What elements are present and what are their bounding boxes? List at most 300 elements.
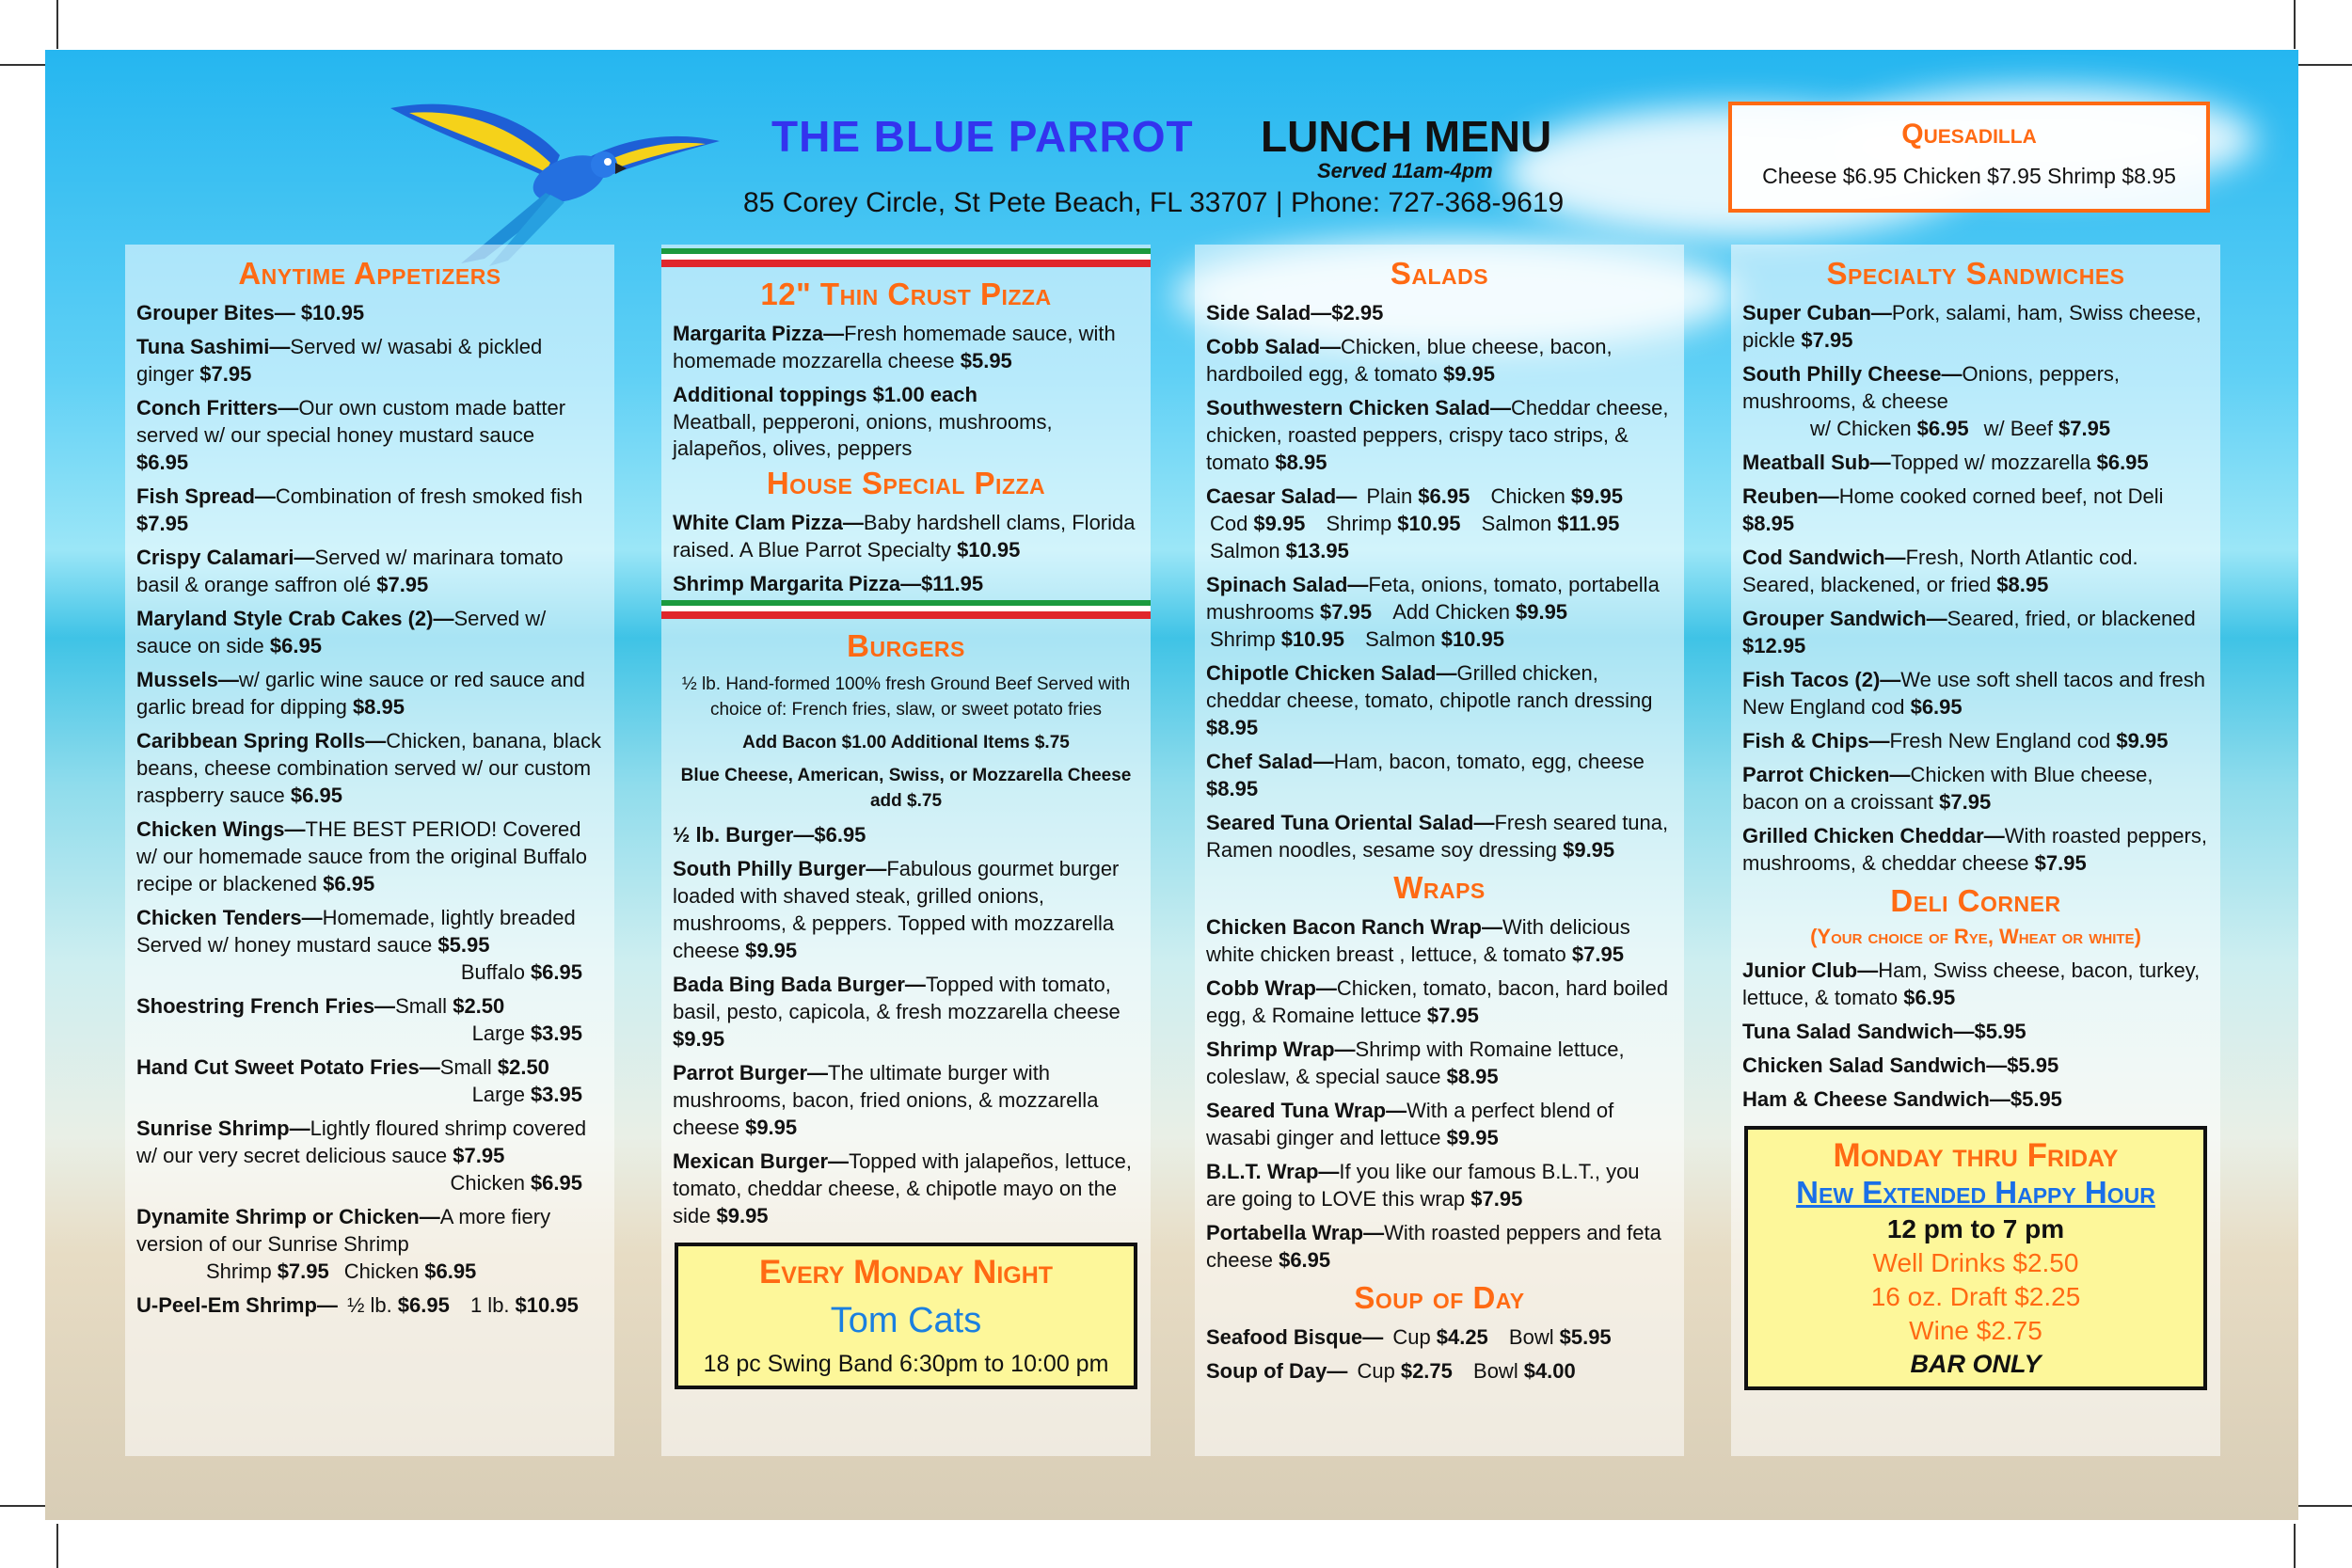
promo-line: 18 pc Swing Band 6:30pm to 10:00 pm [703, 1351, 1109, 1377]
item-name: White Clam Pizza— [673, 511, 864, 534]
promo-line: 12 pm to 7 pm [1886, 1214, 2065, 1243]
item-name: U-Peel-Em Shrimp— [136, 1293, 338, 1317]
item-price: $7.95 [453, 1144, 505, 1167]
menu-item [1206, 483, 1673, 564]
item-name: Shoestring French Fries— [136, 994, 396, 1018]
price-option [745, 1114, 797, 1141]
item-description: Topped w/ mozzarella [1890, 451, 2091, 474]
item-description: Ham, Swiss cheese, bacon, turkey, lettuce, & tomato [1742, 958, 2201, 1009]
price-option [136, 449, 188, 476]
item-description: The ultimate burger with mushrooms, bacon, fried onions, & mozzarella cheese [673, 1061, 1099, 1139]
item-price: $2.50 [497, 1055, 549, 1079]
promo-line: BAR ONLY [1910, 1350, 2042, 1378]
menu-item [673, 971, 1139, 1053]
item-description: Fabulous gourmet burger loaded with shaved steak, grilled onions, mushrooms, & peppers. Topped with mozzarella cheese [673, 857, 1120, 962]
item-price: $13.95 [1285, 539, 1349, 562]
item-name: Spinach Salad— [1206, 573, 1369, 596]
item-name: Mussels— [136, 668, 239, 691]
price-option [1323, 510, 1461, 537]
item-price: $10.95 [1280, 627, 1344, 651]
item-name: Tuna Salad Sandwich—$5.95 [1742, 1020, 2026, 1043]
promo-line: New Extended Happy Hour [1796, 1175, 2155, 1210]
price-label: w/ Chicken [1810, 417, 1912, 440]
item-price: $2.75 [1400, 1359, 1453, 1383]
quesadilla-box [1728, 102, 2210, 213]
price-label: ½ lb. [347, 1293, 392, 1317]
item-price: $3.95 [530, 1022, 582, 1045]
price-label: Chicken [343, 1259, 420, 1283]
item-description: Topped with jalapeños, lettuce, tomato, cheddar cheese, & chipotle mayo on the side [673, 1149, 1132, 1227]
item-description: Topped with tomato, basil, pesto, capicola, & fresh mozzarella cheese [673, 973, 1120, 1023]
price-option [1911, 693, 1963, 721]
item-price: $6.95 [290, 784, 342, 807]
item-price: $6.95 [1279, 1248, 1331, 1272]
item-description: Fresh New England cod [1889, 729, 2111, 752]
price-label: Cod [1210, 512, 1248, 535]
menu-item [136, 1115, 603, 1196]
price-option [353, 693, 405, 721]
menu-item [1206, 394, 1673, 476]
item-name: Chef Salad— [1206, 750, 1334, 773]
item-name: Mexican Burger— [673, 1149, 850, 1173]
item-name: Sunrise Shrimp— [136, 1117, 310, 1140]
section-note: ½ lb. Hand-formed 100% fresh Ground Beef Served with choice of: French fries, slaw, or sweet potato fries [681, 674, 1131, 720]
menu-item [136, 483, 603, 537]
crop-mark [56, 1524, 58, 1568]
menu-title: LUNCH MENU [1261, 112, 1552, 161]
item-description: With roasted peppers, mushrooms, & cheddar cheese [1742, 824, 2207, 875]
item-price: $8.95 [1206, 777, 1259, 800]
price-option [1443, 360, 1495, 388]
item-name: Fish Tacos (2)— [1742, 668, 1901, 691]
price-label: Shrimp [1326, 512, 1392, 535]
price-option [716, 1202, 768, 1229]
item-name: Ham & Cheese Sandwich—$5.95 [1742, 1087, 2062, 1111]
item-price: $3.95 [530, 1083, 582, 1106]
price-option [1427, 1002, 1479, 1029]
price-label: Cup [1357, 1359, 1395, 1383]
menu-item [1206, 1158, 1673, 1212]
promo-line: Every Monday Night [758, 1254, 1054, 1291]
item-name: South Philly Burger— [673, 857, 887, 880]
price-label: Shrimp [1210, 627, 1276, 651]
price-option [341, 1258, 477, 1285]
item-name: Bada Bing Bada Burger— [673, 973, 926, 996]
item-description: With a perfect blend of wasabi ginger and lettuce [1206, 1099, 1614, 1149]
restaurant-name: THE BLUE PARROT [771, 112, 1194, 161]
item-name: Margarita Pizza— [673, 322, 845, 345]
menu-item [1742, 666, 2209, 721]
item-name: Chicken Salad Sandwich—$5.95 [1742, 1053, 2059, 1077]
item-price: $7.95 [1320, 600, 1373, 624]
price-option [1470, 1357, 1576, 1385]
menu-item [136, 904, 603, 986]
item-name: South Philly Cheese— [1742, 362, 1963, 386]
item-name: Additional toppings [673, 383, 873, 406]
item-price: $7.95 [1470, 1187, 1523, 1211]
item-price: $9.95 [1515, 600, 1568, 624]
menu-item [1742, 605, 2209, 659]
item-name: Crispy Calamari— [136, 546, 315, 569]
price-option [1389, 1323, 1487, 1351]
price-option [1939, 788, 1991, 816]
menu-item [1742, 957, 2209, 1011]
item-description: Served w/ marinara tomato basil & orange saffron olé [136, 546, 564, 596]
item-price: $6.95 [1916, 417, 1969, 440]
item-name: Cod Sandwich— [1742, 546, 1906, 569]
price-option [1279, 1246, 1330, 1274]
price-option [1996, 571, 2048, 598]
item-price: $8.95 [1206, 716, 1259, 739]
item-name: B.L.T. Wrap— [1206, 1160, 1340, 1183]
item-price-options [136, 1081, 603, 1108]
price-option [291, 782, 342, 809]
item-name: Portabella Wrap— [1206, 1221, 1385, 1244]
section-heading-house-special-pizza: House Special Pizza [766, 466, 1046, 500]
item-price: $9.95 [1446, 1126, 1499, 1149]
item-name: ½ lb. Burger—$6.95 [673, 823, 866, 847]
item-description: w/ garlic wine sauce or red sauce and garlic bread for dipping [136, 668, 585, 719]
menu-item [136, 1203, 603, 1285]
column-pizza-burgers [661, 245, 1151, 1456]
crop-mark [56, 0, 58, 49]
item-price: $7.95 [2034, 851, 2087, 875]
price-option [202, 1258, 329, 1285]
price-option [437, 931, 489, 958]
item-price-options [136, 1169, 603, 1196]
item-price: $7.95 [277, 1259, 329, 1283]
item-price: $2.50 [453, 994, 505, 1018]
item-description: Homemade, lightly breaded Served w/ honey mustard sauce [136, 906, 576, 957]
crop-mark [2294, 1505, 2352, 1507]
menu-item [136, 666, 603, 721]
price-option [1389, 598, 1567, 626]
item-name: Seared Tuna Wrap— [1206, 1099, 1407, 1122]
price-label: Large [471, 1022, 525, 1045]
menu-item [1206, 974, 1673, 1029]
item-name: Southwestern Chicken Salad— [1206, 396, 1511, 420]
item-price: $6.95 [2096, 451, 2149, 474]
price-option [199, 360, 251, 388]
price-label: Buffalo [460, 960, 525, 984]
item-name: Parrot Chicken— [1742, 763, 1911, 786]
price-option [136, 510, 188, 537]
promo-line: Tom Cats [830, 1301, 982, 1340]
price-option [2097, 449, 2149, 476]
menu-item [1742, 761, 2209, 816]
item-name: Chipotle Chicken Salad— [1206, 661, 1457, 685]
price-label: Bowl [1473, 1359, 1518, 1383]
menu-item [1206, 299, 1673, 326]
item-description: Fresh seared tuna, Ramen noodles, sesame soy dressing [1206, 811, 1669, 862]
item-name: Caesar Salad— [1206, 484, 1358, 508]
section-heading-burgers: Burgers [847, 628, 965, 663]
item-description: Cheddar cheese, chicken, roasted peppers, crispy taco strips, & tomato [1206, 396, 1669, 474]
price-option [301, 299, 364, 326]
item-price: $7.95 [1801, 328, 1853, 352]
crop-mark [2294, 0, 2296, 49]
promo-line: 16 oz. Draft $2.25 [1870, 1282, 2081, 1311]
item-description: Shrimp with Romaine lettuce, coleslaw, & special sauce [1206, 1037, 1625, 1088]
menu-item [1206, 571, 1673, 653]
price-option [1505, 1323, 1612, 1351]
item-price: $9.95 [2116, 729, 2169, 752]
price-option [1206, 626, 1344, 653]
crop-mark [2294, 64, 2352, 66]
item-price: $7.95 [2058, 417, 2111, 440]
price-option [1486, 483, 1623, 510]
item-name: Chicken Bacon Ranch Wrap— [1206, 915, 1502, 939]
price-label: Bowl [1508, 1325, 1554, 1349]
item-description: With delicious white chicken breast , lettuce, & tomato [1206, 915, 1630, 966]
item-description: Combination of fresh smoked fish [275, 484, 583, 508]
item-name: Super Cuban— [1742, 301, 1892, 325]
section-heading-12-thin-crust-pizza: 12" Thin Crust Pizza [760, 277, 1052, 311]
item-price: $1.00 each [872, 383, 977, 406]
address-phone: 85 Corey Circle, St Pete Beach, FL 33707 | Phone: 727-368-9619 [743, 187, 1565, 218]
item-name: Side Salad—$2.95 [1206, 301, 1384, 325]
item-description: Fresh, North Atlantic cod. Seared, blackened, or fried [1742, 546, 2138, 596]
price-option [1206, 510, 1305, 537]
price-label: 1 lb. [469, 1293, 510, 1317]
item-description: Baby hardshell clams, Florida raised. A Blue Parrot Specialty [673, 511, 1136, 562]
item-price: $10.95 [515, 1293, 579, 1317]
item-price: $4.25 [1436, 1325, 1488, 1349]
item-price: $7.95 [136, 512, 189, 535]
item-price: $6.95 [1903, 986, 1956, 1009]
item-name: Chicken Tenders— [136, 906, 323, 929]
item-description: Lightly floured shrimp covered w/ our very secret delicious sauce [136, 1117, 587, 1167]
price-option [270, 632, 322, 659]
item-description: Pork, salami, ham, Swiss cheese, pickle [1742, 301, 2201, 352]
price-label: Shrimp [206, 1259, 272, 1283]
section-heading-anytime-appetizers: Anytime Appetizers [238, 256, 501, 291]
price-option [1275, 449, 1327, 476]
price-label: Salmon [1481, 512, 1552, 535]
item-price: $4.00 [1523, 1359, 1576, 1383]
price-option [1447, 1124, 1499, 1151]
item-price: $8.95 [352, 695, 405, 719]
item-name: Caribbean Spring Rolls— [136, 729, 387, 752]
item-price: $5.95 [437, 933, 490, 957]
menu-item [136, 333, 603, 388]
section-note: Add Bacon $1.00 Additional Items $.75 [742, 733, 1070, 752]
menu-item [1206, 748, 1673, 802]
menu-item [1742, 1052, 2209, 1079]
promo-box [1744, 1126, 2207, 1390]
item-price: $7.95 [1571, 942, 1624, 966]
menu-item [1206, 333, 1673, 388]
menu-item [136, 605, 603, 659]
price-option [1447, 1063, 1499, 1090]
item-name: Cobb Wrap— [1206, 976, 1337, 1000]
promo-line: Well Drinks $2.50 [1872, 1248, 2079, 1277]
price-option [1362, 483, 1470, 510]
item-price-options [136, 1020, 603, 1047]
price-option [343, 1291, 450, 1319]
parrot-logo [386, 89, 724, 268]
item-description: Chicken with Blue cheese, bacon on a croissant [1742, 763, 2153, 814]
menu-item [136, 394, 603, 476]
item-price-options [1742, 415, 2209, 442]
item-description: Onions, peppers, mushrooms, & cheese [1742, 362, 2121, 413]
item-name: Cobb Salad— [1206, 335, 1342, 358]
item-price: $9.95 [745, 939, 798, 962]
column-sandwiches [1731, 245, 2220, 1456]
price-option [1206, 714, 1258, 741]
item-description: With roasted peppers and feta cheese [1206, 1221, 1661, 1272]
serving-hours: Served 11am-4pm [1317, 159, 1493, 182]
item-description: Chicken, tomato, bacon, hard boiled egg, & Romaine lettuce [1206, 976, 1669, 1027]
item-price: $6.95 [397, 1293, 450, 1317]
item-price: $9.95 [673, 1027, 725, 1051]
menu-item [136, 544, 603, 598]
item-name: Reuben— [1742, 484, 1839, 508]
item-description: Feta, onions, tomato, portabella mushrooms [1206, 573, 1660, 624]
item-price: $9.95 [716, 1204, 769, 1227]
section-heading-specialty-sandwiches: Specialty Sandwiches [1826, 256, 2125, 291]
menu-item [136, 1291, 603, 1319]
item-price: $5.95 [1559, 1325, 1612, 1349]
price-option [2035, 849, 2087, 877]
item-name: Conch Fritters— [136, 396, 299, 420]
item-name: Tuna Sashimi— [136, 335, 291, 358]
item-description: Grilled chicken, cheddar cheese, tomato, chipotle ranch dressing [1206, 661, 1653, 712]
price-option [1742, 632, 1805, 659]
item-price: $7.95 [1939, 790, 1992, 814]
price-option [1353, 1357, 1452, 1385]
item-description: Served w/ sauce on side [136, 607, 547, 657]
menu-item [673, 855, 1139, 964]
price-option [1572, 941, 1624, 968]
menu-item [673, 1148, 1139, 1229]
menu-item [136, 1053, 603, 1108]
price-option [469, 1020, 582, 1047]
item-name: Shrimp Wrap— [1206, 1037, 1356, 1061]
price-option [1206, 775, 1258, 802]
item-price: $6.95 [1910, 695, 1963, 719]
menu-item [673, 320, 1139, 374]
item-price: $6.95 [1418, 484, 1470, 508]
item-description: Small [439, 1055, 492, 1079]
price-label: Salmon [1365, 627, 1436, 651]
item-price: $6.95 [530, 1171, 582, 1195]
item-note: Meatball, pepperoni, onions, mushrooms, jalapeños, olives, peppers [673, 410, 1053, 460]
price-option [457, 958, 582, 986]
price-option [873, 381, 977, 408]
price-option [745, 937, 797, 964]
section-heading-deli-corner: Deli Corner [1890, 883, 2061, 918]
item-price: $10.95 [1397, 512, 1461, 535]
price-option [453, 1142, 504, 1169]
item-name: Soup of Day— [1206, 1359, 1348, 1383]
price-option [467, 1291, 579, 1319]
price-label: Plain [1366, 484, 1413, 508]
item-description: Seared, fried, or blackened [1947, 607, 2196, 630]
section-note: Blue Cheese, American, Swiss, or Mozzarella Cheese add $.75 [680, 766, 1132, 811]
item-price: $10.95 [957, 538, 1021, 562]
item-price: $6.95 [530, 960, 582, 984]
item-price: $9.95 [1442, 362, 1496, 386]
tricolor-divider [661, 600, 1151, 619]
menu-item [673, 570, 1139, 597]
price-option [453, 992, 504, 1020]
menu-item [1742, 544, 2209, 598]
item-description: We use soft shell tacos and fresh New England cod [1742, 668, 2205, 719]
price-label: Chicken [1490, 484, 1565, 508]
item-name: Dynamite Shrimp or Chicken— [136, 1205, 440, 1228]
item-description: A more fiery version of our Sunrise Shrimp [136, 1205, 551, 1256]
price-option [376, 571, 428, 598]
item-price: $8.95 [1996, 573, 2049, 596]
price-label: Add Chicken [1392, 600, 1510, 624]
column-salads-wraps [1195, 245, 1684, 1456]
menu-item [673, 509, 1139, 563]
item-description: If you like our famous B.L.T., you are going to LOVE this wrap [1206, 1160, 1640, 1211]
menu-item [1206, 913, 1673, 968]
price-label: Large [471, 1083, 525, 1106]
item-price: $6.95 [323, 872, 375, 895]
column-appetizers [125, 245, 614, 1456]
price-option [1478, 510, 1620, 537]
item-price: $7.95 [376, 573, 429, 596]
item-name: Grouper Sandwich— [1742, 607, 1947, 630]
menu-item [1206, 1357, 1673, 1385]
item-description: Chicken, banana, black beans, cheese combination served w/ our custom raspberry sauce [136, 729, 601, 807]
item-price: $5.95 [960, 349, 1012, 372]
item-price: $8.95 [1446, 1065, 1499, 1088]
item-price: $10.95 [300, 301, 365, 325]
item-description: Our own custom made batter served w/ our special honey mustard sauce [136, 396, 566, 447]
item-name: Parrot Burger— [673, 1061, 829, 1085]
section-heading-soup-of-day: Soup of Day [1354, 1280, 1525, 1315]
menu-item [136, 816, 603, 897]
item-price: $8.95 [1275, 451, 1327, 474]
price-label: w/ Beef [1983, 417, 2054, 440]
item-description: Served w/ wasabi & pickled ginger [136, 335, 543, 386]
price-option [961, 347, 1012, 374]
item-price: $7.95 [199, 362, 252, 386]
item-price: $10.95 [1440, 627, 1504, 651]
promo-line: Wine $2.75 [1909, 1316, 2042, 1345]
item-description: Ham, bacon, tomato, egg, cheese [1333, 750, 1645, 773]
menu-item [1742, 299, 2209, 354]
item-name: Grouper Bites— [136, 301, 301, 325]
price-option [1806, 415, 1969, 442]
menu-item [1206, 659, 1673, 741]
item-price: $6.95 [424, 1259, 477, 1283]
item-name: Maryland Style Crab Cakes (2)— [136, 607, 454, 630]
item-description: Home cooked corned beef, not Deli [1838, 484, 2164, 508]
price-option [1470, 1185, 1522, 1212]
price-option [673, 1025, 724, 1053]
item-name: Meatball Sub— [1742, 451, 1891, 474]
menu-item [1206, 809, 1673, 863]
item-price: $9.95 [1253, 512, 1306, 535]
item-description: THE BEST PERIOD! Covered w/ our homemade sauce from the original Buffalo recipe or blackened [136, 817, 587, 895]
item-name: Fish Spread— [136, 484, 276, 508]
promo-line: Monday thru Friday [1833, 1137, 2119, 1174]
section-heading-salads: Salads [1390, 256, 1489, 291]
item-name: Fish & Chips— [1742, 729, 1890, 752]
menu-item [673, 381, 1139, 408]
item-price: $9.95 [745, 1116, 798, 1139]
menu-item [136, 992, 603, 1047]
price-option [498, 1053, 549, 1081]
menu-item [1742, 1085, 2209, 1113]
item-description: Small [395, 994, 448, 1018]
item-price-options [136, 958, 603, 986]
